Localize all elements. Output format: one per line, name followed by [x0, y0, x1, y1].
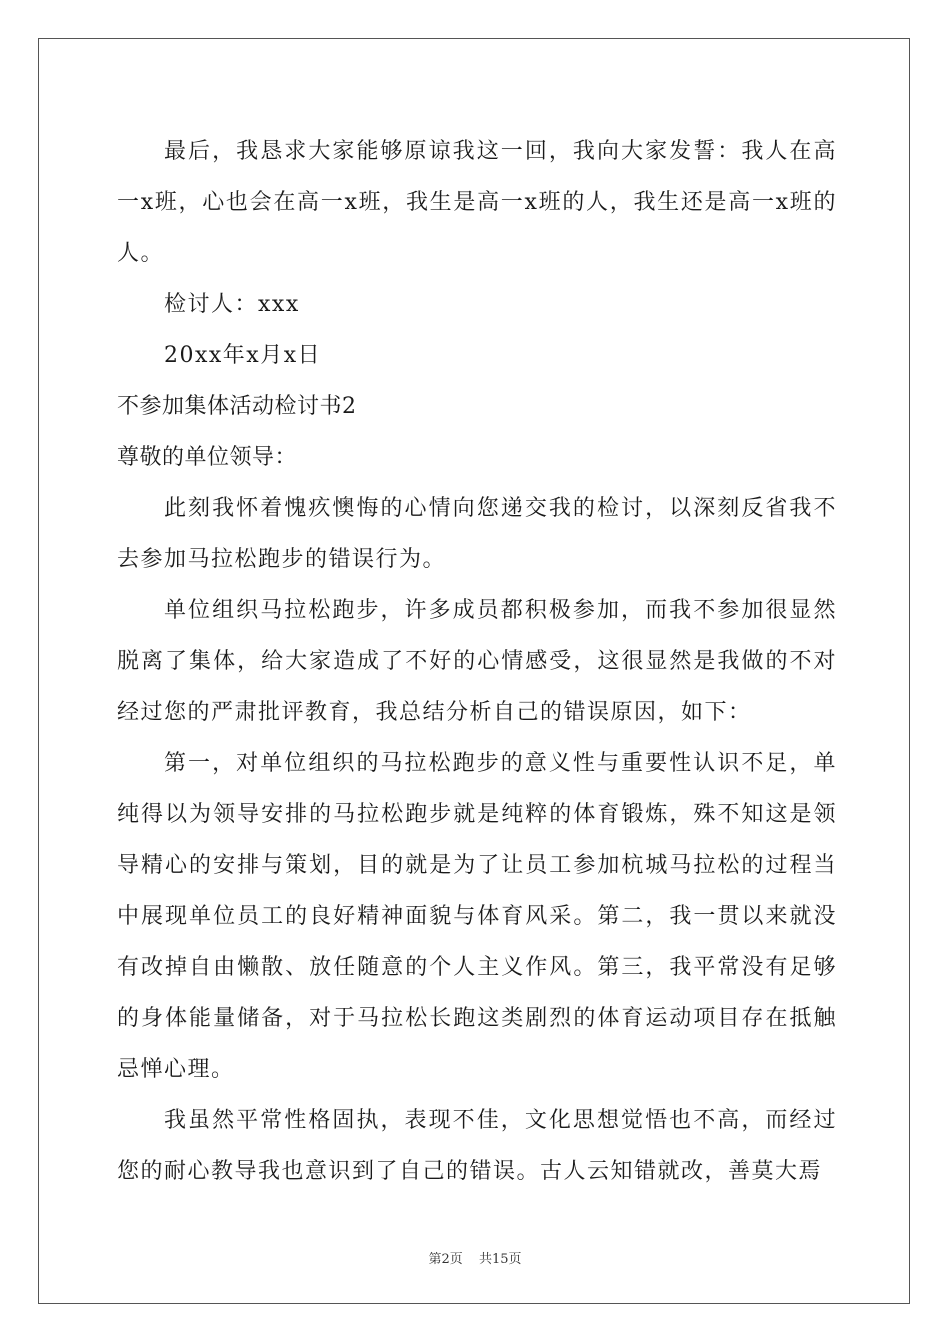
- body-paragraph: 单位组织马拉松跑步，许多成员都积极参加，而我不参加很显然脱离了集体，给大家造成了不好的心情感受，这很显然是我做的不对经过您的严肃批评教育，我总结分析自己的错误原因，如下：: [117, 598, 837, 725]
- salutation: 尊敬的单位领导：: [117, 445, 298, 470]
- body-paragraph: 此刻我怀着愧疚懊悔的心情向您递交我的检讨，以深刻反省我不去参加马拉松跑步的错误行为。: [117, 496, 837, 572]
- document-content: [117, 126, 837, 1197]
- page-footer: [0, 1248, 950, 1267]
- body-paragraph: 我虽然平常性格固执，表现不佳，文化思想觉悟也不高，而经过您的耐心教导我也意识到了自己的错误。古人云知错就改，善莫大焉: [117, 1108, 837, 1184]
- section-title: 不参加集体活动检讨书2: [117, 394, 357, 419]
- body-paragraph: 第一，对单位组织的马拉松跑步的意义性与重要性认识不足，单纯得以为领导安排的马拉松跑步就是纯粹的体育锻炼，殊不知这是领导精心的安排与策划，目的就是为了让员工参加杭城马拉松的过程当中展现单位员工的良好精神面貌与体育风采。第二，我一贯以来就没有改掉自由懒散、放任随意的个人主义作风。第三，我平常没有足够的身体能量储备，对于马拉松长跑这类剧烈的体育运动项目存在抵触忌惮心理。: [117, 751, 837, 1082]
- date-line: 20xx年x月x日: [164, 343, 322, 368]
- signer-line: 检讨人：xxx: [164, 292, 300, 317]
- page-number: 第2页: [428, 1252, 463, 1267]
- page-total: 共15页: [478, 1252, 522, 1267]
- paragraph-vow: 最后，我恳求大家能够原谅我这一回，我向大家发誓：我人在高一x班，心也会在高一x班，我生是高一x班的人，我生还是高一x班的人。: [117, 139, 837, 266]
